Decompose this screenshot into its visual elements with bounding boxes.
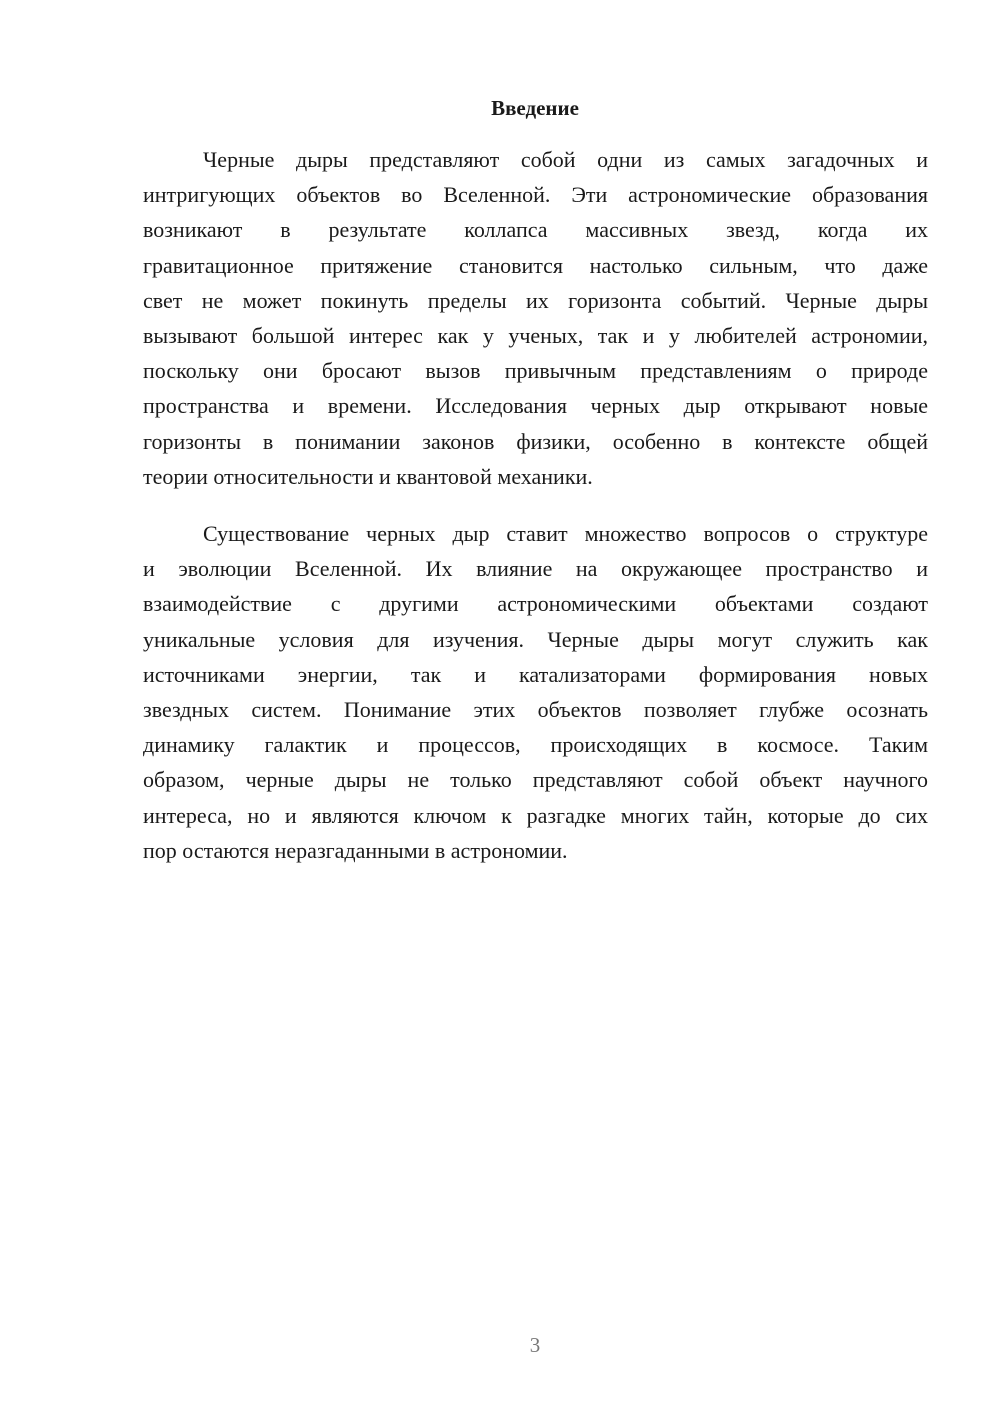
text-line: интереса, но и являются ключом к разгадке многих тайн, которые до сих (143, 802, 928, 828)
text-line: пространства и времени. Исследования черных дыр открывают новые (143, 393, 928, 419)
text-line: теории относительности и квантовой механики. (143, 463, 593, 489)
section-title: Введение (491, 96, 579, 120)
text-line: горизонты в понимании законов физики, особенно в контексте общей (143, 428, 928, 454)
text-line: динамику галактик и процессов, происходящих в космосе. Таким (143, 732, 928, 758)
text-line: вызывают большой интерес как у ученых, так и у любителей астрономии, (143, 322, 928, 348)
text-line: поскольку они бросают вызов привычным представлениям о природе (143, 358, 928, 384)
text-line: уникальные условия для изучения. Черные дыры могут служить как (143, 626, 928, 652)
paragraph-1 (143, 142, 928, 494)
text-line: образом, черные дыры не только представляют собой объект научного (143, 767, 928, 793)
text-line: Существование черных дыр ставит множество вопросов о структуре (203, 521, 928, 546)
text-line: интригующих объектов во Вселенной. Эти астрономические образования (143, 182, 928, 208)
text-line: возникают в результате коллапса массивных звезд, когда их (143, 217, 928, 243)
text-line: пор остаются неразгаданными в астрономии. (143, 837, 568, 863)
text-line: взаимодействие с другими астрономическими объектами создают (143, 591, 928, 617)
text-line: Черные дыры представляют собой одни из самых загадочных и (203, 147, 928, 172)
text-line: и эволюции Вселенной. Их влияние на окружающее пространство и (143, 556, 928, 582)
text-line: звездных систем. Понимание этих объектов позволяет глубже осознать (143, 696, 928, 722)
text-line: гравитационное притяжение становится настолько сильным, что даже (143, 252, 928, 278)
paragraph-2 (143, 516, 928, 868)
page-number: 3 (529, 1333, 541, 1357)
text-line: источниками энергии, так и катализаторами формирования новых (143, 661, 928, 687)
text-line: свет не может покинуть пределы их горизонта событий. Черные дыры (143, 287, 928, 313)
